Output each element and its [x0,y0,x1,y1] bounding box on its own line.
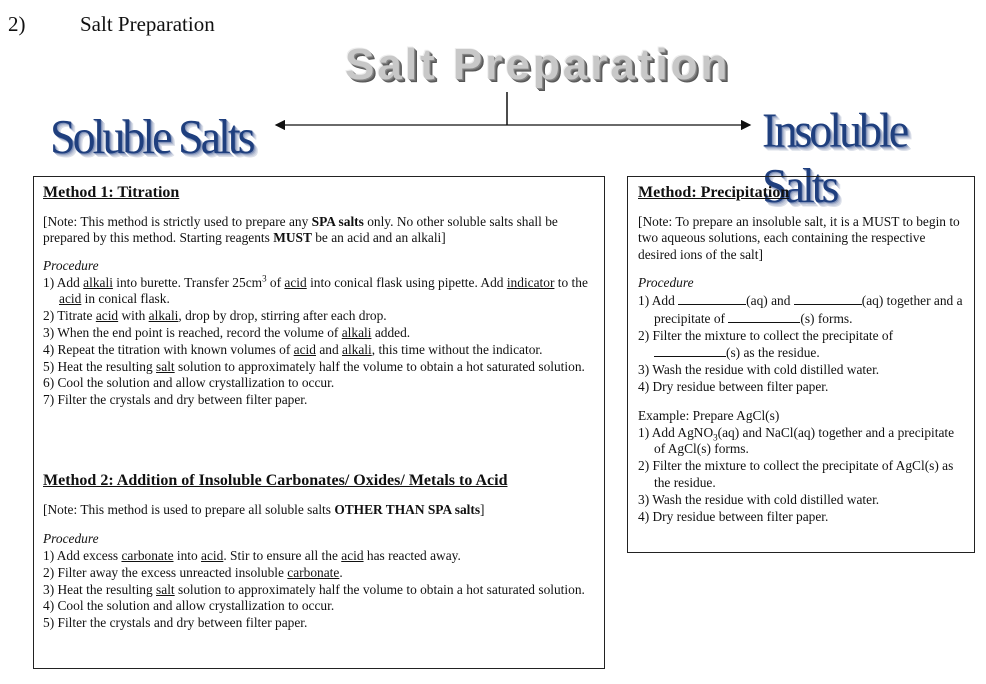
method1-step-5: 5) Heat the resulting salt solution to approximately half the volume to obtain a hot saturated solution. [43,358,585,374]
section-title: Salt Preparation [80,12,215,36]
precipitation-step-4: 4) Dry residue between filter paper. [638,379,829,395]
blank-line [654,344,726,357]
soluble-salts-wordart: Soluble Salts [50,109,253,164]
method2-step-1: 1) Add excess carbonate into acid. Stir to ensure all the acid has reacted away. [43,548,461,564]
section-number: 2) [8,12,26,36]
precipitation-step-3: 3) Wash the residue with cold distilled water. [638,362,880,378]
example-step-4: 4) Dry residue between filter paper. [638,508,829,524]
blank-line [728,310,800,323]
method2-section [43,473,593,632]
insoluble-salts-wordart: Insoluble Salts [762,103,907,213]
method1-step-7: 7) Filter the crystals and dry between filter paper. [43,392,308,408]
method2-step-5: 5) Filter the crystals and dry between filter paper. [43,615,308,631]
blank-line [678,292,746,305]
method1-step-6: 6) Cool the solution and allow crystallization to occur. [43,375,335,391]
method1-section [43,185,593,409]
method1-step-3: 3) When the end point is reached, record the volume of alkali added. [43,324,411,340]
method2-note: [Note: This method is used to prepare all soluble salts OTHER THAN SPA salts] [43,501,485,517]
precipitation-note: [Note: To prepare an insoluble salt, it is a MUST to begin to two aqueous solutions, each containing the respective desired ions of the salt] [638,213,960,262]
soluble-methods-box [33,176,605,669]
example-step-2: 2) Filter the mixture to collect the precipitate of AgCl(s) as the residue. [638,458,954,491]
example-step-1: 1) Add AgNO$_3$(aq) and NaCl(aq) together and a precipitate of AgCl(s) forms. [638,424,955,457]
method2-procedure-label: Procedure [43,531,99,547]
example-step-3: 3) Wash the residue with cold distilled water. [638,491,880,507]
method2-step-2: 2) Filter away the excess unreacted insoluble carbonate. [43,564,343,580]
precipitation-step-2: 2) Filter the mixture to collect the precipitate of (s) as the residue. [638,327,894,361]
method2-title: Method 2: Addition of Insoluble Carbonates/ Oxides/ Metals to Acid [43,472,508,489]
method1-step-1: 1) Add alkali into burette. Transfer $25cm^3$ of acid into conical flask using pipette. Add indicator to the acid in conical flask. [43,273,588,307]
method1-title: Method 1: Titration [43,184,180,201]
method1-procedure-label: Procedure [43,257,99,273]
salt-preparation-wordart: Salt Preparation [345,40,731,89]
precipitation-title: Method: Precipitation [638,184,790,201]
example-label: Example: Prepare AgCl(s) [638,407,780,423]
method2-step-4: 4) Cool the solution and allow crystallization to occur. [43,598,335,614]
precipitation-step-1: 1) Add (aq) and (aq) together and a precipitate of (s) forms. [638,293,963,326]
precipitation-procedure-label: Procedure [638,275,694,291]
method1-step-2: 2) Titrate acid with alkali, drop by drop, stirring after each drop. [43,308,387,324]
method2-step-3: 3) Heat the resulting salt solution to approximately half the volume to obtain a hot saturated solution. [43,581,585,597]
precipitation-box [627,176,975,553]
method1-note: [Note: This method is strictly used to prepare any SPA salts only. No other soluble salts shall be prepared by this method. Starting reagents MUST be an acid and an alkali] [43,213,558,246]
blank-line [794,292,862,305]
method1-step-4: 4) Repeat the titration with known volumes of acid and alkali, this time without the indicator. [43,341,543,357]
precipitation-section [638,185,964,525]
